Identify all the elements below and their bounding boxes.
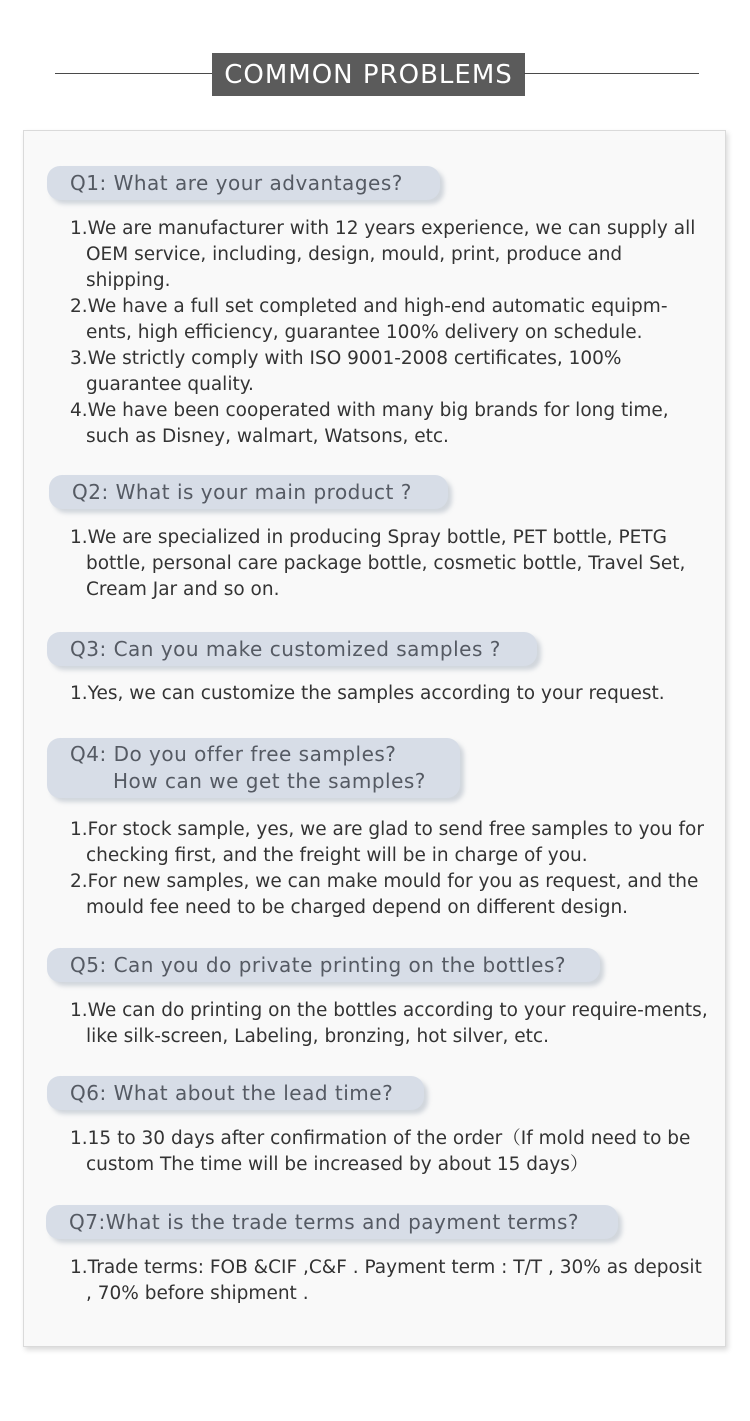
faq-answer-item: 2.We have a full set completed and high-end automatic equipm-ents, high efficiency, guarantee 100% delivery on schedule. (70, 296, 668, 343)
faq-answer-item: 2.For new samples, we can make mould for you as request, and the mould fee need to be charged depend on different design. (70, 871, 699, 918)
faq-answer-list-6 (70, 1126, 710, 1178)
faq-answer-list-3 (70, 681, 710, 707)
faq-question-7: Q7:What is the trade terms and payment terms? (46, 1205, 618, 1239)
faq-question-6: Q6: What about the lead time? (47, 1076, 424, 1110)
faq-question-3: Q3: Can you make customized samples ? (47, 632, 537, 666)
faq-answer-list-5 (70, 998, 710, 1050)
faq-question-4 (47, 738, 460, 798)
faq-answer-item: 1.We can do printing on the bottles according to your require-ments, like silk-screen, Labeling, bronzing, hot silver, etc. (70, 1000, 708, 1047)
faq-answer-list-1 (70, 216, 710, 450)
faq-answer-item: 1.For stock sample, yes, we are glad to send free samples to you for checking first, and the freight will be in charge of you. (70, 819, 704, 866)
faq-answer-item: 1.We are manufacturer with 12 years experience, we can supply all OEM service, including, design, mould, print, produce and shipping. (70, 218, 696, 291)
faq-answer-item: 1.15 to 30 days after confirmation of the order（If mold need to be custom The time will be increased by about 15 days） (70, 1128, 691, 1175)
title-divider-right (524, 73, 699, 74)
faq-answer-item: 1.We are specialized in producing Spray bottle, PET bottle, PETG bottle, personal care package bottle, cosmetic bottle, Travel Set, Cream Jar and so on. (70, 527, 686, 600)
faq-question-4-line2: How can we get the samples? (113, 769, 426, 793)
faq-answer-list-2 (70, 525, 710, 603)
faq-question-5: Q5: Can you do private printing on the bottles? (47, 948, 600, 982)
faq-answer-list-4 (70, 817, 710, 921)
faq-answer-item: 3.We strictly comply with ISO 9001-2008 certificates, 100% guarantee quality. (70, 348, 622, 395)
faq-answer-item: 1.Trade terms: FOB &CIF ,C&F . Payment term : T/T , 30% as deposit , 70% before shipment . (70, 1257, 702, 1304)
faq-question-1: Q1: What are your advantages? (47, 166, 440, 200)
faq-answer-item: 1.Yes, we can customize the samples according to your request. (70, 683, 665, 704)
page-title: COMMON PROBLEMS (212, 53, 525, 96)
faq-question-2: Q2: What is your main product ? (49, 475, 448, 509)
faq-question-4-line1: Q4: Do you offer free samples? (70, 742, 397, 766)
faq-answer-item: 4.We have been cooperated with many big brands for long time, such as Disney, walmart, Watsons, etc. (70, 400, 669, 447)
faq-answer-list-7 (70, 1255, 710, 1307)
title-divider-left (55, 73, 213, 74)
